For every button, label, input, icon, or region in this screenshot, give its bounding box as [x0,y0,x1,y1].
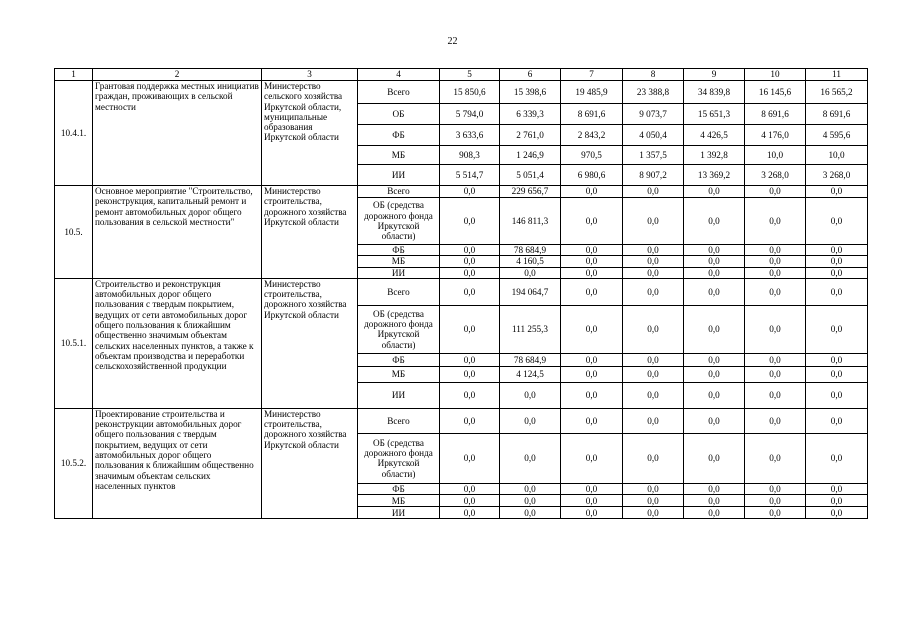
amount-cell: 1 392,8 [684,146,745,165]
funding-source: ОБ (средства дорожного фонда Иркутской области) [358,198,440,245]
amount-cell: 9 073,7 [623,104,684,125]
amount-cell: 0,0 [806,305,868,353]
amount-cell: 5 051,4 [500,165,561,186]
amount-cell: 0,0 [500,507,561,519]
amount-cell: 0,0 [684,256,745,267]
amount-cell: 0,0 [684,408,745,433]
amount-cell: 0,0 [684,267,745,278]
amount-cell: 0,0 [684,366,745,382]
amount-cell: 194 064,7 [500,278,561,305]
amount-cell: 0,0 [806,278,868,305]
amount-cell: 0,0 [684,433,745,483]
amount-cell: 2 761,0 [500,125,561,146]
funding-source: ФБ [358,483,440,494]
item-name: Строительство и реконструкция автомобильных дорог общего пользования с твердым покрытием, ведущих от сети автомобильных дорог общего пользования к ближайшим общественно значимым объектам сельских населенных пунктов, а также к объектам производства и переработки сельскохозяйственной продукции [93,278,262,408]
column-number-header: 3 [262,69,358,81]
amount-cell: 0,0 [561,483,623,494]
amount-cell: 0,0 [440,507,500,519]
amount-cell: 0,0 [745,366,806,382]
item-name: Основное мероприятие "Строительство, реконструкция, капитальный ремонт и ремонт автомобильных дорог общего пользования в сельской местности" [93,186,262,279]
funding-source: ИИ [358,267,440,278]
amount-cell: 4 124,5 [500,366,561,382]
funding-source: ОБ (средства дорожного фонда Иркутской области) [358,305,440,353]
amount-cell: 0,0 [561,433,623,483]
amount-cell: 0,0 [806,408,868,433]
amount-cell: 4 176,0 [745,125,806,146]
amount-cell: 6 980,6 [561,165,623,186]
amount-cell: 0,0 [561,278,623,305]
amount-cell: 0,0 [745,256,806,267]
amount-cell: 0,0 [623,408,684,433]
amount-cell: 16 145,6 [745,81,806,104]
funding-source: ОБ (средства дорожного фонда Иркутской области) [358,433,440,483]
amount-cell: 2 843,2 [561,125,623,146]
amount-cell: 19 485,9 [561,81,623,104]
amount-cell: 0,0 [623,267,684,278]
funding-source: МБ [358,256,440,267]
funding-source: ФБ [358,245,440,256]
amount-cell: 0,0 [806,366,868,382]
item-code: 10.5.2. [55,408,93,518]
amount-cell: 4 426,5 [684,125,745,146]
amount-cell: 4 595,6 [806,125,868,146]
item-name: Грантовая поддержка местных инициатив граждан, проживающих в сельской местности [93,81,262,186]
column-number-header: 2 [93,69,262,81]
amount-cell: 0,0 [440,495,500,507]
funding-source: ИИ [358,165,440,186]
table-row [55,186,868,198]
amount-cell: 10,0 [806,146,868,165]
funding-source: МБ [358,366,440,382]
amount-cell: 0,0 [806,495,868,507]
amount-cell: 0,0 [623,278,684,305]
amount-cell: 3 633,6 [440,125,500,146]
amount-cell: 0,0 [745,507,806,519]
funding-source: ОБ [358,104,440,125]
item-code: 10.5. [55,186,93,279]
amount-cell: 0,0 [440,198,500,245]
amount-cell: 0,0 [440,186,500,198]
amount-cell: 0,0 [684,495,745,507]
amount-cell: 0,0 [684,198,745,245]
amount-cell: 0,0 [623,256,684,267]
amount-cell: 3 268,0 [745,165,806,186]
amount-cell: 970,5 [561,146,623,165]
amount-cell: 0,0 [623,353,684,366]
amount-cell: 0,0 [561,382,623,408]
amount-cell: 1 357,5 [623,146,684,165]
amount-cell: 0,0 [745,278,806,305]
amount-cell: 0,0 [806,382,868,408]
funding-source: ФБ [358,125,440,146]
amount-cell: 0,0 [806,483,868,494]
amount-cell: 0,0 [561,245,623,256]
table-row [55,278,868,305]
amount-cell: 78 684,9 [500,353,561,366]
amount-cell: 0,0 [745,408,806,433]
amount-cell: 229 656,7 [500,186,561,198]
amount-cell: 0,0 [440,382,500,408]
amount-cell: 15 398,6 [500,81,561,104]
amount-cell: 0,0 [440,433,500,483]
amount-cell: 15 850,6 [440,81,500,104]
amount-cell: 0,0 [500,483,561,494]
amount-cell: 0,0 [561,353,623,366]
item-code: 10.5.1. [55,278,93,408]
amount-cell: 3 268,0 [806,165,868,186]
amount-cell: 0,0 [561,366,623,382]
amount-cell: 0,0 [500,495,561,507]
funding-source: Всего [358,81,440,104]
amount-cell: 0,0 [745,483,806,494]
amount-cell: 78 684,9 [500,245,561,256]
amount-cell: 0,0 [684,305,745,353]
item-name: Проектирование строительства и реконструкции автомобильных дорог общего пользования с твердым покрытием, ведущих от сети автомобильных дорог общего пользования к ближайшим общественно значимым объектам сельских населенных пунктов [93,408,262,518]
amount-cell: 0,0 [500,267,561,278]
amount-cell: 0,0 [440,353,500,366]
amount-cell: 0,0 [684,353,745,366]
amount-cell: 0,0 [440,267,500,278]
amount-cell: 8 691,6 [806,104,868,125]
amount-cell: 0,0 [806,433,868,483]
amount-cell: 0,0 [561,495,623,507]
funding-table [54,68,868,519]
column-number-header: 1 [55,69,93,81]
item-code: 10.4.1. [55,81,93,186]
amount-cell: 0,0 [440,245,500,256]
funding-source: Всего [358,186,440,198]
amount-cell: 0,0 [684,507,745,519]
column-number-header: 6 [500,69,561,81]
column-number-header: 7 [561,69,623,81]
amount-cell: 0,0 [440,483,500,494]
table-row [55,408,868,433]
amount-cell: 0,0 [440,278,500,305]
amount-cell: 23 388,8 [623,81,684,104]
amount-cell: 0,0 [561,507,623,519]
amount-cell: 0,0 [806,198,868,245]
amount-cell: 0,0 [440,366,500,382]
amount-cell: 0,0 [745,245,806,256]
amount-cell: 0,0 [561,256,623,267]
amount-cell: 0,0 [623,305,684,353]
amount-cell: 146 811,3 [500,198,561,245]
amount-cell: 0,0 [745,382,806,408]
amount-cell: 0,0 [500,382,561,408]
column-number-header: 8 [623,69,684,81]
amount-cell: 0,0 [440,256,500,267]
amount-cell: 0,0 [623,382,684,408]
amount-cell: 0,0 [745,353,806,366]
amount-cell: 0,0 [561,267,623,278]
amount-cell: 0,0 [806,256,868,267]
amount-cell: 0,0 [745,267,806,278]
page-number: 22 [447,36,458,47]
amount-cell: 8 691,6 [745,104,806,125]
amount-cell: 4 160,5 [500,256,561,267]
funding-source: ФБ [358,353,440,366]
item-executor: Министерство строительства, дорожного хозяйства Иркутской области [262,278,358,408]
column-number-header: 4 [358,69,440,81]
amount-cell: 0,0 [806,507,868,519]
funding-source: Всего [358,278,440,305]
item-executor: Министерство сельского хозяйства Иркутской области, муниципальные образования Иркутской области [262,81,358,186]
amount-cell: 0,0 [684,483,745,494]
amount-cell: 0,0 [684,186,745,198]
amount-cell: 1 246,9 [500,146,561,165]
amount-cell: 0,0 [561,186,623,198]
amount-cell: 13 369,2 [684,165,745,186]
amount-cell: 0,0 [684,245,745,256]
amount-cell: 0,0 [623,433,684,483]
amount-cell: 908,3 [440,146,500,165]
amount-cell: 8 907,2 [623,165,684,186]
amount-cell: 4 050,4 [623,125,684,146]
column-number-header: 9 [684,69,745,81]
amount-cell: 5 794,0 [440,104,500,125]
item-executor: Министерство строительства, дорожного хозяйства Иркутской области [262,408,358,518]
amount-cell: 8 691,6 [561,104,623,125]
amount-cell: 34 839,8 [684,81,745,104]
amount-cell: 0,0 [745,198,806,245]
amount-cell: 0,0 [745,495,806,507]
item-executor: Министерство строительства, дорожного хозяйства Иркутской области [262,186,358,279]
amount-cell: 111 255,3 [500,305,561,353]
funding-source: ИИ [358,507,440,519]
amount-cell: 0,0 [745,305,806,353]
amount-cell: 0,0 [561,305,623,353]
amount-cell: 0,0 [561,198,623,245]
amount-cell: 0,0 [500,408,561,433]
amount-cell: 0,0 [623,186,684,198]
amount-cell: 6 339,3 [500,104,561,125]
funding-source: МБ [358,495,440,507]
amount-cell: 0,0 [623,245,684,256]
amount-cell: 0,0 [500,433,561,483]
amount-cell: 0,0 [806,353,868,366]
amount-cell: 0,0 [684,278,745,305]
amount-cell: 0,0 [623,483,684,494]
funding-source: МБ [358,146,440,165]
amount-cell: 0,0 [806,186,868,198]
amount-cell: 0,0 [806,245,868,256]
amount-cell: 10,0 [745,146,806,165]
funding-source: Всего [358,408,440,433]
amount-cell: 15 651,3 [684,104,745,125]
funding-source: ИИ [358,382,440,408]
amount-cell: 0,0 [684,382,745,408]
amount-cell: 0,0 [623,495,684,507]
column-number-header: 10 [745,69,806,81]
amount-cell: 0,0 [440,408,500,433]
amount-cell: 0,0 [745,433,806,483]
amount-cell: 0,0 [623,366,684,382]
amount-cell: 0,0 [806,267,868,278]
amount-cell: 5 514,7 [440,165,500,186]
column-number-header: 5 [440,69,500,81]
amount-cell: 16 565,2 [806,81,868,104]
amount-cell: 0,0 [623,198,684,245]
amount-cell: 0,0 [745,186,806,198]
table-row [55,81,868,104]
amount-cell: 0,0 [440,305,500,353]
header-row [55,69,868,81]
amount-cell: 0,0 [561,408,623,433]
column-number-header: 11 [806,69,868,81]
amount-cell: 0,0 [623,507,684,519]
